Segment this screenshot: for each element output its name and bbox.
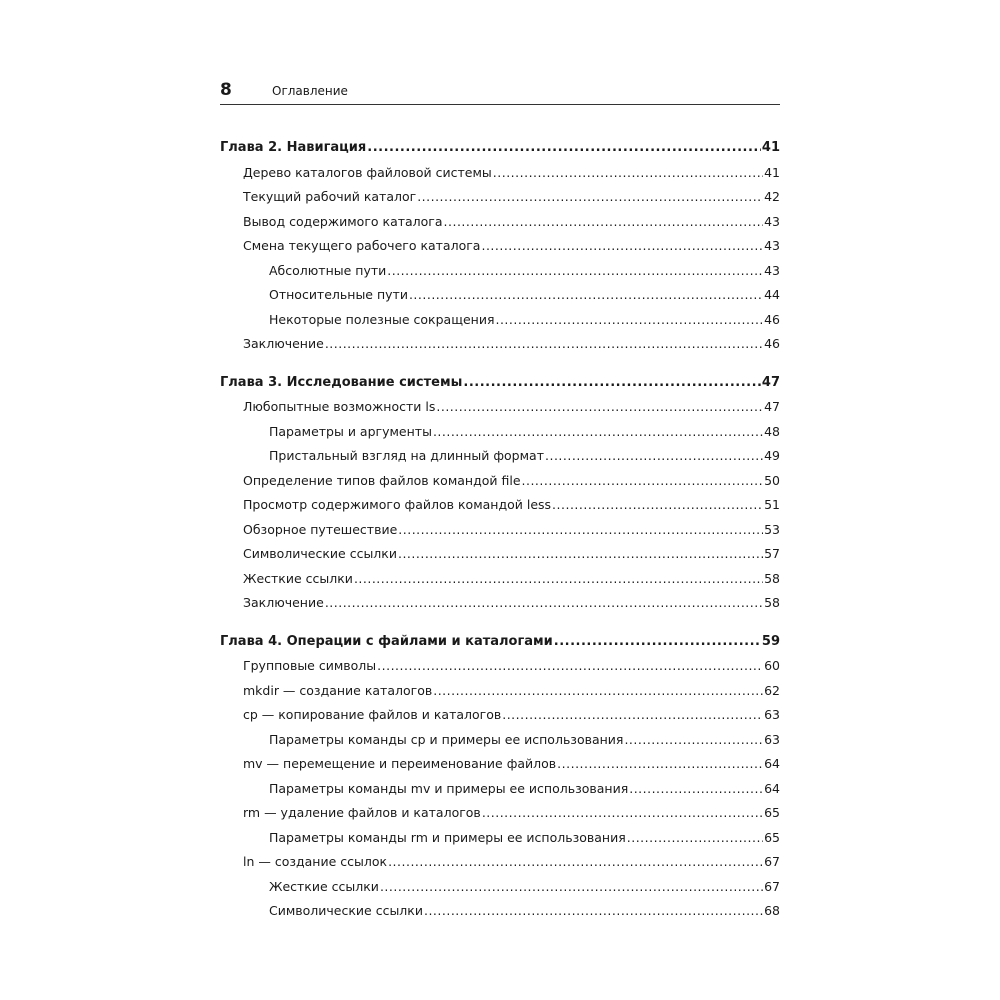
toc-entry-page: 65 [764,805,780,820]
toc-entry-title: cp — копирование файлов и каталогов [243,707,502,722]
toc-entry-page: 51 [764,497,780,512]
toc-subsection-entry[interactable] [220,263,780,279]
toc-entry-title: Дерево каталогов файловой системы [243,164,492,180]
dot-leader [629,781,763,797]
toc-entry-page: 42 [764,189,780,204]
toc-entry-title: Глава 4. Операции с файлами и каталогами [220,633,553,649]
toc-entry-title: Смена текущего рабочего каталога [243,238,481,253]
toc-subsection-entry[interactable] [220,903,780,919]
toc-entry-title: Абсолютные пути [269,262,387,278]
toc-section-entry[interactable] [220,571,780,587]
chapter-spacer [220,361,780,375]
toc-entry-page: 63 [764,731,780,747]
toc-entry-title: Параметры и аргументы [269,423,432,439]
toc-section-entry[interactable] [220,473,780,489]
toc-entry-title: Жесткие ссылки [243,570,353,586]
toc-subsection-entry[interactable] [220,830,780,846]
toc-entry-title: Обзорное путешествие [243,521,398,537]
toc-entry-page: 64 [764,756,780,771]
toc-entry-page: 67 [764,854,780,869]
toc-entry-page: 62 [764,682,780,698]
toc-entry-title: Просмотр содержимого файлов командой less [243,497,552,512]
dot-leader [627,830,763,846]
toc-subsection-entry[interactable] [220,732,780,748]
toc-entry-page: 47 [761,374,780,390]
toc-entry-page: 65 [764,829,780,845]
toc-section-entry[interactable] [220,336,780,352]
dot-leader [417,189,763,205]
dot-leader [493,165,763,181]
toc-entry-page: 57 [764,546,780,561]
dot-leader [388,854,763,870]
dot-leader [502,707,763,723]
toc-section-entry[interactable] [220,546,780,562]
toc-section-entry[interactable] [220,238,780,254]
toc-entry-title: Заключение [243,336,324,351]
toc-entry-page: 59 [761,633,780,649]
toc-entry-title: Символические ссылки [269,903,423,918]
dot-leader [522,473,764,489]
toc-entry-page: 41 [761,140,780,155]
toc-section-entry[interactable] [220,522,780,538]
dot-leader [495,312,763,328]
toc-entry-title: Параметры команды mv и примеры ее использования [269,780,629,796]
toc-entry-page: 43 [764,213,780,229]
toc-entry-page: 60 [764,658,780,673]
toc-entry-title: Параметры команды rm и примеры ее использования [269,829,626,845]
dot-leader [325,336,763,352]
toc-subsection-entry[interactable] [220,879,780,895]
toc-section-entry[interactable] [220,854,780,870]
toc-entry-title: Вывод содержимого каталога [243,213,443,229]
toc-section-entry[interactable] [220,214,780,230]
toc-section-entry[interactable] [220,165,780,181]
toc-entry-page: 63 [764,707,780,722]
toc-chapter-entry[interactable] [220,140,780,156]
toc-entry-page: 50 [764,472,780,488]
toc-entry-page: 58 [764,570,780,586]
toc-entry-title: Заключение [243,595,324,610]
toc-entry-page: 64 [764,780,780,796]
toc-entry-title: Групповые символы [243,658,377,673]
dot-leader [444,214,764,230]
toc-entry-page: 58 [764,595,780,610]
toc-entry-title: Некоторые полезные сокращения [269,311,495,327]
toc-entry-page: 44 [764,287,780,302]
toc-entry-title: mv — перемещение и переименование файлов [243,756,557,771]
dot-leader [482,805,763,821]
toc-subsection-entry[interactable] [220,287,780,303]
toc-entry-title: mkdir — создание каталогов [243,682,433,698]
dot-leader [554,634,761,650]
toc-entry-title: Символические ссылки [243,546,397,561]
toc-entry-page: 67 [764,878,780,894]
toc-section-entry[interactable] [220,756,780,772]
dot-leader [325,595,763,611]
toc-entry-page: 41 [764,164,780,180]
toc-chapter-entry[interactable] [220,634,780,650]
toc-section-entry[interactable] [220,658,780,674]
toc-subsection-entry[interactable] [220,424,780,440]
toc-chapter-entry[interactable] [220,375,780,391]
toc-section-entry[interactable] [220,707,780,723]
toc-subsection-entry[interactable] [220,312,780,328]
table-of-contents [220,140,780,928]
dot-leader [433,683,763,699]
page-number: 8 [220,80,232,100]
dot-leader [354,571,763,587]
toc-entry-page: 46 [764,311,780,327]
dot-leader [409,287,763,303]
toc-entry-page: 43 [764,238,780,253]
toc-entry-title: Пристальный взгляд на длинный формат [269,448,544,463]
dot-leader [545,448,763,464]
toc-entry-title: Относительные пути [269,287,408,302]
toc-subsection-entry[interactable] [220,448,780,464]
toc-section-entry[interactable] [220,805,780,821]
dot-leader [436,399,763,415]
toc-entry-page: 43 [764,262,780,278]
toc-entry-page: 47 [764,399,780,414]
dot-leader [398,522,763,538]
toc-entry-title: Глава 3. Исследование системы [220,374,463,390]
dot-leader [367,140,761,156]
chapter-spacer [220,620,780,634]
toc-entry-page: 46 [764,336,780,351]
dot-leader [624,732,763,748]
toc-entry-page: 48 [764,423,780,439]
toc-entry-title: Глава 2. Навигация [220,140,367,155]
toc-entry-page: 49 [764,448,780,463]
dot-leader [552,497,763,513]
dot-leader [387,263,763,279]
toc-entry-title: Определение типов файлов командой file [243,472,521,488]
dot-leader [424,903,763,919]
toc-entry-page: 68 [764,903,780,918]
toc-entry-title: Любопытные возможности ls [243,399,436,414]
dot-leader [433,424,763,440]
dot-leader [377,658,763,674]
toc-subsection-entry[interactable] [220,781,780,797]
toc-entry-title: Текущий рабочий каталог [243,189,417,204]
dot-leader [557,756,763,772]
toc-section-entry[interactable] [220,595,780,611]
toc-entry-title: Жесткие ссылки [269,878,379,894]
toc-section-entry[interactable] [220,683,780,699]
toc-entry-title: ln — создание ссылок [243,854,388,869]
dot-leader [380,879,763,895]
toc-entry-page: 53 [764,521,780,537]
dot-leader [398,546,763,562]
toc-section-entry[interactable] [220,189,780,205]
running-header [220,80,780,105]
toc-entry-title: Параметры команды cp и примеры ее использования [269,731,624,747]
toc-entry-title: rm — удаление файлов и каталогов [243,805,481,820]
toc-section-entry[interactable] [220,497,780,513]
toc-section-entry[interactable] [220,399,780,415]
dot-leader [463,375,761,391]
running-header-title: Оглавление [272,84,348,98]
dot-leader [481,238,763,254]
